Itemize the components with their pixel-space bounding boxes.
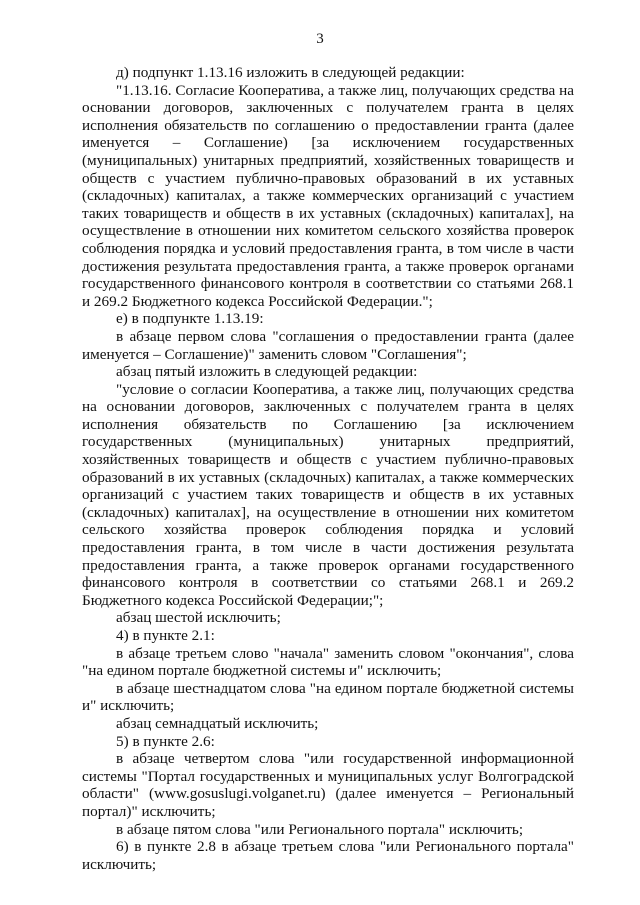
paragraph-amend-1-13-16-intro: д) подпункт 1.13.16 изложить в следующей редакции: bbox=[116, 64, 465, 81]
paragraph-amend-2-6-intro: 5) в пункте 2.6: bbox=[116, 732, 215, 750]
paragraph-amend-1-13-19-intro: е) в подпункте 1.13.19: bbox=[116, 310, 264, 328]
paragraph-1-13-19-first-abzac: в абзаце первом слова "соглашения о предоставлении гранта (далее именуется – Соглашение)" заменить словом "Соглашения"; bbox=[82, 327, 574, 363]
paragraph-2-6-fifth-abzac: в абзаце пятом слова "или Регионального портала" исключить; bbox=[116, 820, 524, 838]
paragraph-2-1-third-abzac: в абзаце третьем слово "начала" заменить словом "окончания", слова "на едином портале бюджетной системы и" исключить; bbox=[82, 644, 574, 680]
paragraph-2-1-sixteenth-abzac: в абзаце шестнадцатом слова "на едином портале бюджетной системы и" исключить; bbox=[82, 679, 574, 715]
document-body bbox=[82, 64, 574, 873]
paragraph-1-13-19-sixth-abzac: абзац шестой исключить; bbox=[116, 609, 281, 627]
paragraph-amend-2-8: 6) в пункте 2.8 в абзаце третьем слова "или Регионального портала" исключить; bbox=[82, 838, 574, 873]
paragraph-1-13-19-fifth-abzac-intro: абзац пятый изложить в следующей редакции: bbox=[116, 363, 418, 381]
paragraph-2-1-seventeenth-abzac: абзац семнадцатый исключить; bbox=[116, 714, 319, 732]
page-number: 3 bbox=[316, 31, 324, 47]
paragraph-1-13-19-fifth-abzac-text: "условие о согласии Кооператива, а также лиц, получающих средства на основании договоров, заключенных с получателем гранта в целях исполнения обязательств по Соглашению [за исключением государственных (муниципальных) унитарных предприятий, хозяйственных товариществ и обществ с участием публично-правовых образований в их уставных (складочных) капиталах, а также коммерческих организаций с участием таких товариществ и обществ в их уставных (складочных) капиталах], на осуществление в отношении них комитетом сельского хозяйства проверок соблюдения порядка и условий предоставления гранта, в том числе в части достижения результата предоставления гранта, а также проверок органами государственного финансового контроля в соответствии со статьями 268.1 и 269.2 Бюджетного кодекса Российской Федерации;"; bbox=[82, 380, 574, 609]
paragraph-2-6-fourth-abzac: в абзаце четвертом слова "или государственной информационной системы "Портал государственных и муниципальных услуг Волгоградской области" (www.gosuslugi.volganet.ru) (далее именуется – Региональный портал)" исключить; bbox=[82, 750, 574, 820]
paragraph-1-13-16-text: "1.13.16. Согласие Кооператива, а также лиц, получающих средства на основании договоров, заключенных с получателем гранта в целях исполнения обязательств по соглашению о предоставлении гранта (далее именуется – Соглашение) [за исключением государственных (муниципальных) унитарных предприятий, хозяйственных товариществ и обществ с участием публично-правовых образований в их уставных (складочных) капиталах, а также коммерческих организаций с участием таких товариществ и обществ в их уставных (складочных) капиталах], на осуществление в отношении них комитетом сельского хозяйства проверок соблюдения порядка и условий предоставления гранта, в том числе в части достижения результата предоставления гранта, а также проверок органами государственного финансового контроля в соответствии со статьями 268.1 и 269.2 Бюджетного кодекса Российской Федерации."; bbox=[82, 81, 574, 310]
paragraph-amend-2-1-intro: 4) в пункте 2.1: bbox=[116, 627, 215, 644]
